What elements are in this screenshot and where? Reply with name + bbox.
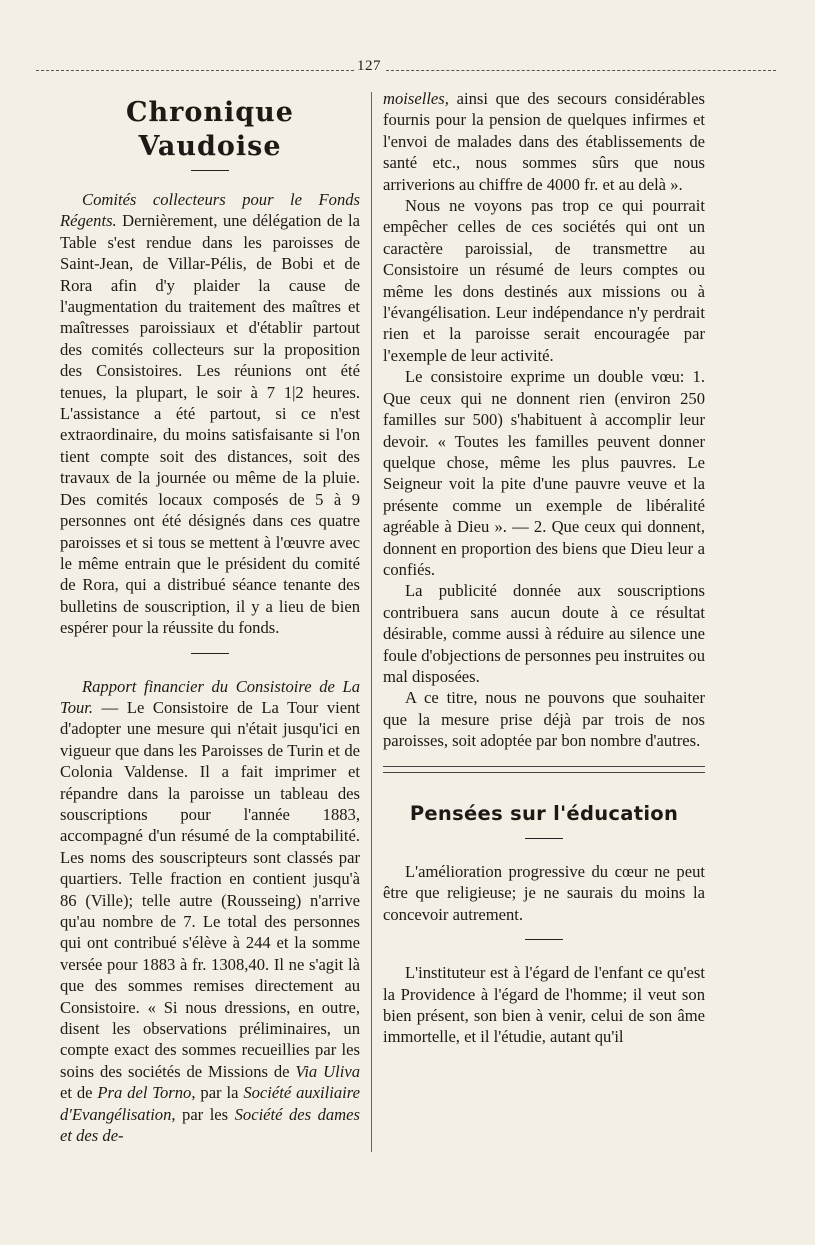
paragraph: A ce titre, nous ne pouvons que souhaiter que la mesure prise déjà par trois de nos paroisses, soit adoptée par bon nombre d'autres. [383,688,705,751]
article-heading: Rapport financier du Consistoire de La Tour. [60,676,360,717]
italic-term: moiselles, [383,89,449,108]
body-text: et de [60,1083,98,1103]
left-column [60,96,360,1146]
page-number: 127 [357,58,381,74]
article-heading: Comités collecteurs pour le Fonds Régents. [60,190,360,231]
article-continuation [383,88,705,195]
right-column [383,88,705,1048]
paragraph: L'amélioration progressive du cœur ne peut être que religieuse; je ne saurais du moins la concevoir autrement. [383,862,705,924]
body-text: par les [175,1104,235,1124]
italic-term: Pra del Torno, [97,1083,196,1103]
article-comites [60,189,360,639]
body-text: par la [195,1083,244,1103]
body-text: ainsi que des secours considérables fournis pour la pension de quelques infirmes et l'envoi de malades dans des établissements de santé etc., nous sommes sûrs que nous arriverions au chiffre de 4000 fr. et au delà ». [383,89,705,194]
article-body: — Le Consistoire de La Tour vient d'adopter une mesure qui n'était jusqu'ici en vigueur que dans les Paroisses de Turin et de Colonia Valdense. Il a fait imprimer et répandre dans la paroisse un tableau des souscriptions pour l'année 1883, accompagné d'un résumé de la comptabilité. Les noms des souscripteurs sont classés par quartiers. Telle fraction en contient jusqu'à 86 (Ville); telle autre (Rousseing) n'arrive qu'au nombre de 7. Le total des personnes qui ont contribué s'élève à 244 et la somme versée pour 1883 à fr. 1308,40. Il ne s'agit là que des sommes remises directement au Consistoire. « Si nous dressions, en outre, disent les observations préliminaires, un compte exact des sommes recueillies par les soins des sociétés de Missions de [60,697,360,1081]
header-rule [36,64,776,76]
paragraph: L'instituteur est à l'égard de l'enfant ce qu'est la Providence à l'égard de l'homme; il veut son bien présent, son bien à venir, celui de son âme immortelle, et il l'étudie, autant qu'il [383,963,705,1047]
section-title-chronique: Chronique Vaudoise [126,97,294,162]
short-rule [191,170,229,171]
italic-term: Via Uliva [295,1061,360,1081]
article-body: Dernièrement, une délégation de la Table s'est rendue dans les paroisses de Saint-Jean, de Villar-Pélis, de Bobi et de Rora afin d'y plaider la cause de l'augmentation du traitement des maîtres et maîtresses paroissiaux et d'établir partout des comités collecteurs sur la proposition des Consistoires. Les réunions ont été tenues, la plupart, le soir à 7 1|2 heures. L'assistance a été partout, si ce n'est extraordinaire, du moins satisfaisante si l'on tient compte soit des distances, soit des travaux de la journée ou même de la pluie. Des comités locaux composés de 5 à 9 personnes ont été désignés dans ces quatre paroisses et si tous se mettent à l'œuvre avec le même entrain que le président du comité de Rora, qui a distribué séance tenante des bulletins de souscription, il y a lieu de bien espérer pour la réussite du fonds. [60,211,360,638]
paragraph: Nous ne voyons pas trop ce qui pourrait empêcher celles de ces sociétés qui ont un caractère paroissial, de transmettre au Consistoire un résumé de leurs comptes ou même les dons destinés aux missions ou à l'évangélisation. Leur indépendance n'y perdrait rien et la paroisse serait encouragée par l'exemple de leur activité. [383,196,705,365]
paragraph: La publicité donnée aux souscriptions contribuera sans aucun doute à ce résultat désirable, comme aussi à réduire au silence une foule d'objections de personnes peu instruites ou mal disposées. [383,581,705,686]
double-rule-divider [383,766,705,773]
paragraph: Le consistoire exprime un double vœu: 1. Que ceux qui ne donnent rien (environ 250 familles sur 500) s'habituent à accomplir leur devoir. « Toutes les familles peuvent donner quelque chose, même les plus pauvres. Le Seigneur voit la pite d'une pauvre veuve et la présente comme un exemple de libéralité agréable à Dieu ». — 2. Que ceux qui donnent, donnent en proportion des biens que Dieu leur a confiés. [383,367,705,579]
article-rapport [60,676,360,1147]
short-rule [525,939,563,940]
italic-term: Société des dames et des de- [60,1104,360,1146]
italic-term: Société auxiliaire d'Evangélisation, [60,1083,361,1124]
short-rule [191,653,229,654]
short-rule [525,838,563,839]
section-title-pensees: Pensées sur l'éducation [409,801,679,825]
column-divider [371,92,372,1152]
